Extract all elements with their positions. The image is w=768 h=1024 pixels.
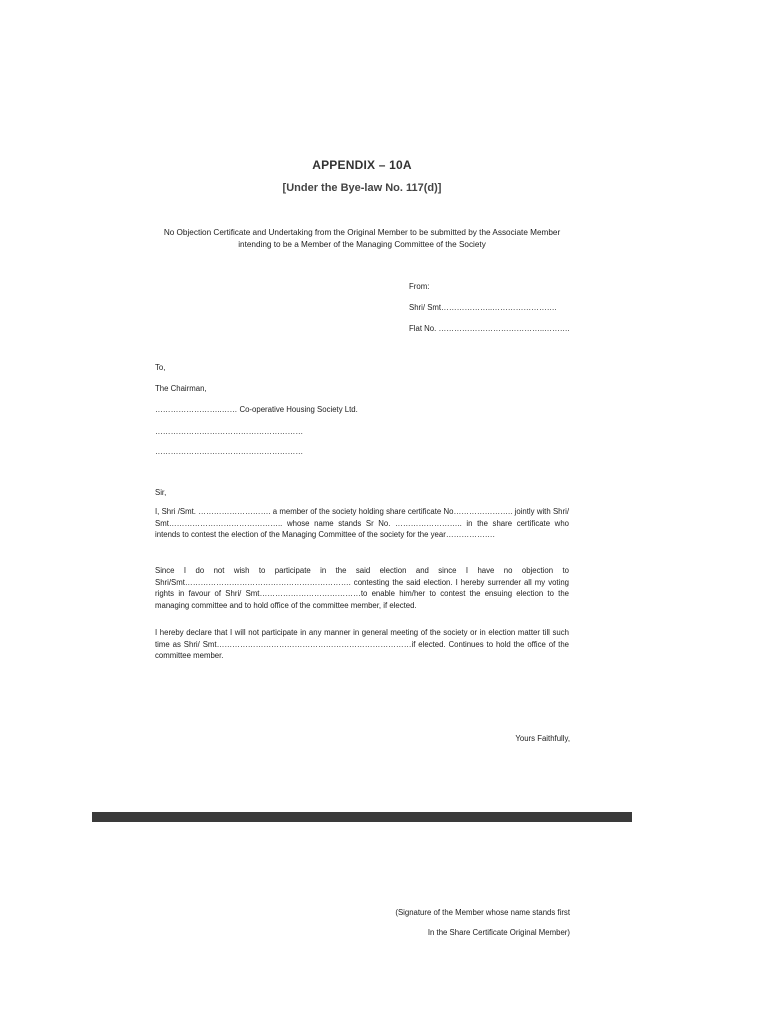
document-page-continued (92, 822, 632, 962)
from-label: From: (409, 282, 430, 291)
document-subtitle: [Under the Bye-law No. 117(d)] (282, 182, 442, 194)
document-page (92, 96, 632, 808)
page-divider (92, 812, 632, 822)
document-title: APPENDIX – 10A (312, 158, 412, 172)
body-paragraph-3: I hereby declare that I will not participate in any manner in general meeting of the society or in election matter till such time as Shri/ Smt…………………………………………………………………if elected. Continues to hold the office of the committee member. (155, 628, 569, 660)
recipient-society-line: ……………………..…… Co-operative Housing Society Ltd. (155, 405, 358, 414)
recipient-chairman: The Chairman, (155, 384, 207, 393)
signature-line-2: In the Share Certificate Original Member) (427, 928, 570, 937)
body-paragraph-2: Since I do not wish to participate in the said election and since I have no objection to Shri/Smt………………………………………………………. contesting the said election. I hereby surrender all my voting rights in favour of Shri/ Smt…………………………………to enable him/her to contest the ensuing election to the managing committee and to hold office of the committee member, if elected. (155, 566, 569, 610)
document-heading: No Objection Certificate and Undertaking from the Original Member to be submitted by the Associate Member intending to be a Member of the Managing Committee of the Society (163, 228, 561, 249)
to-label: To, (155, 363, 166, 372)
salutation: Sir, (155, 488, 167, 497)
closing: Yours Faithfully, (515, 734, 570, 743)
from-flat-no-line: Flat No. …………………………………..………. (409, 324, 570, 333)
recipient-address-line-1: ………………………………………………… (155, 427, 304, 436)
from-shri-smt-line: Shri/ Smt………………..……………………. (409, 303, 557, 312)
signature-line-1: (Signature of the Member whose name stands first (395, 908, 570, 917)
recipient-address-line-2: ………………………………………………… (155, 447, 304, 456)
body-paragraph-1: I, Shri /Smt. ………………………. a member of the society holding share certificate No………………….. jointly with Shri/ Smt…………………………………….. whose name stands Sr No. …………………….. in the share certificate who intends to contest the election of the Managing Committee of the society for the year………………. (155, 507, 569, 539)
